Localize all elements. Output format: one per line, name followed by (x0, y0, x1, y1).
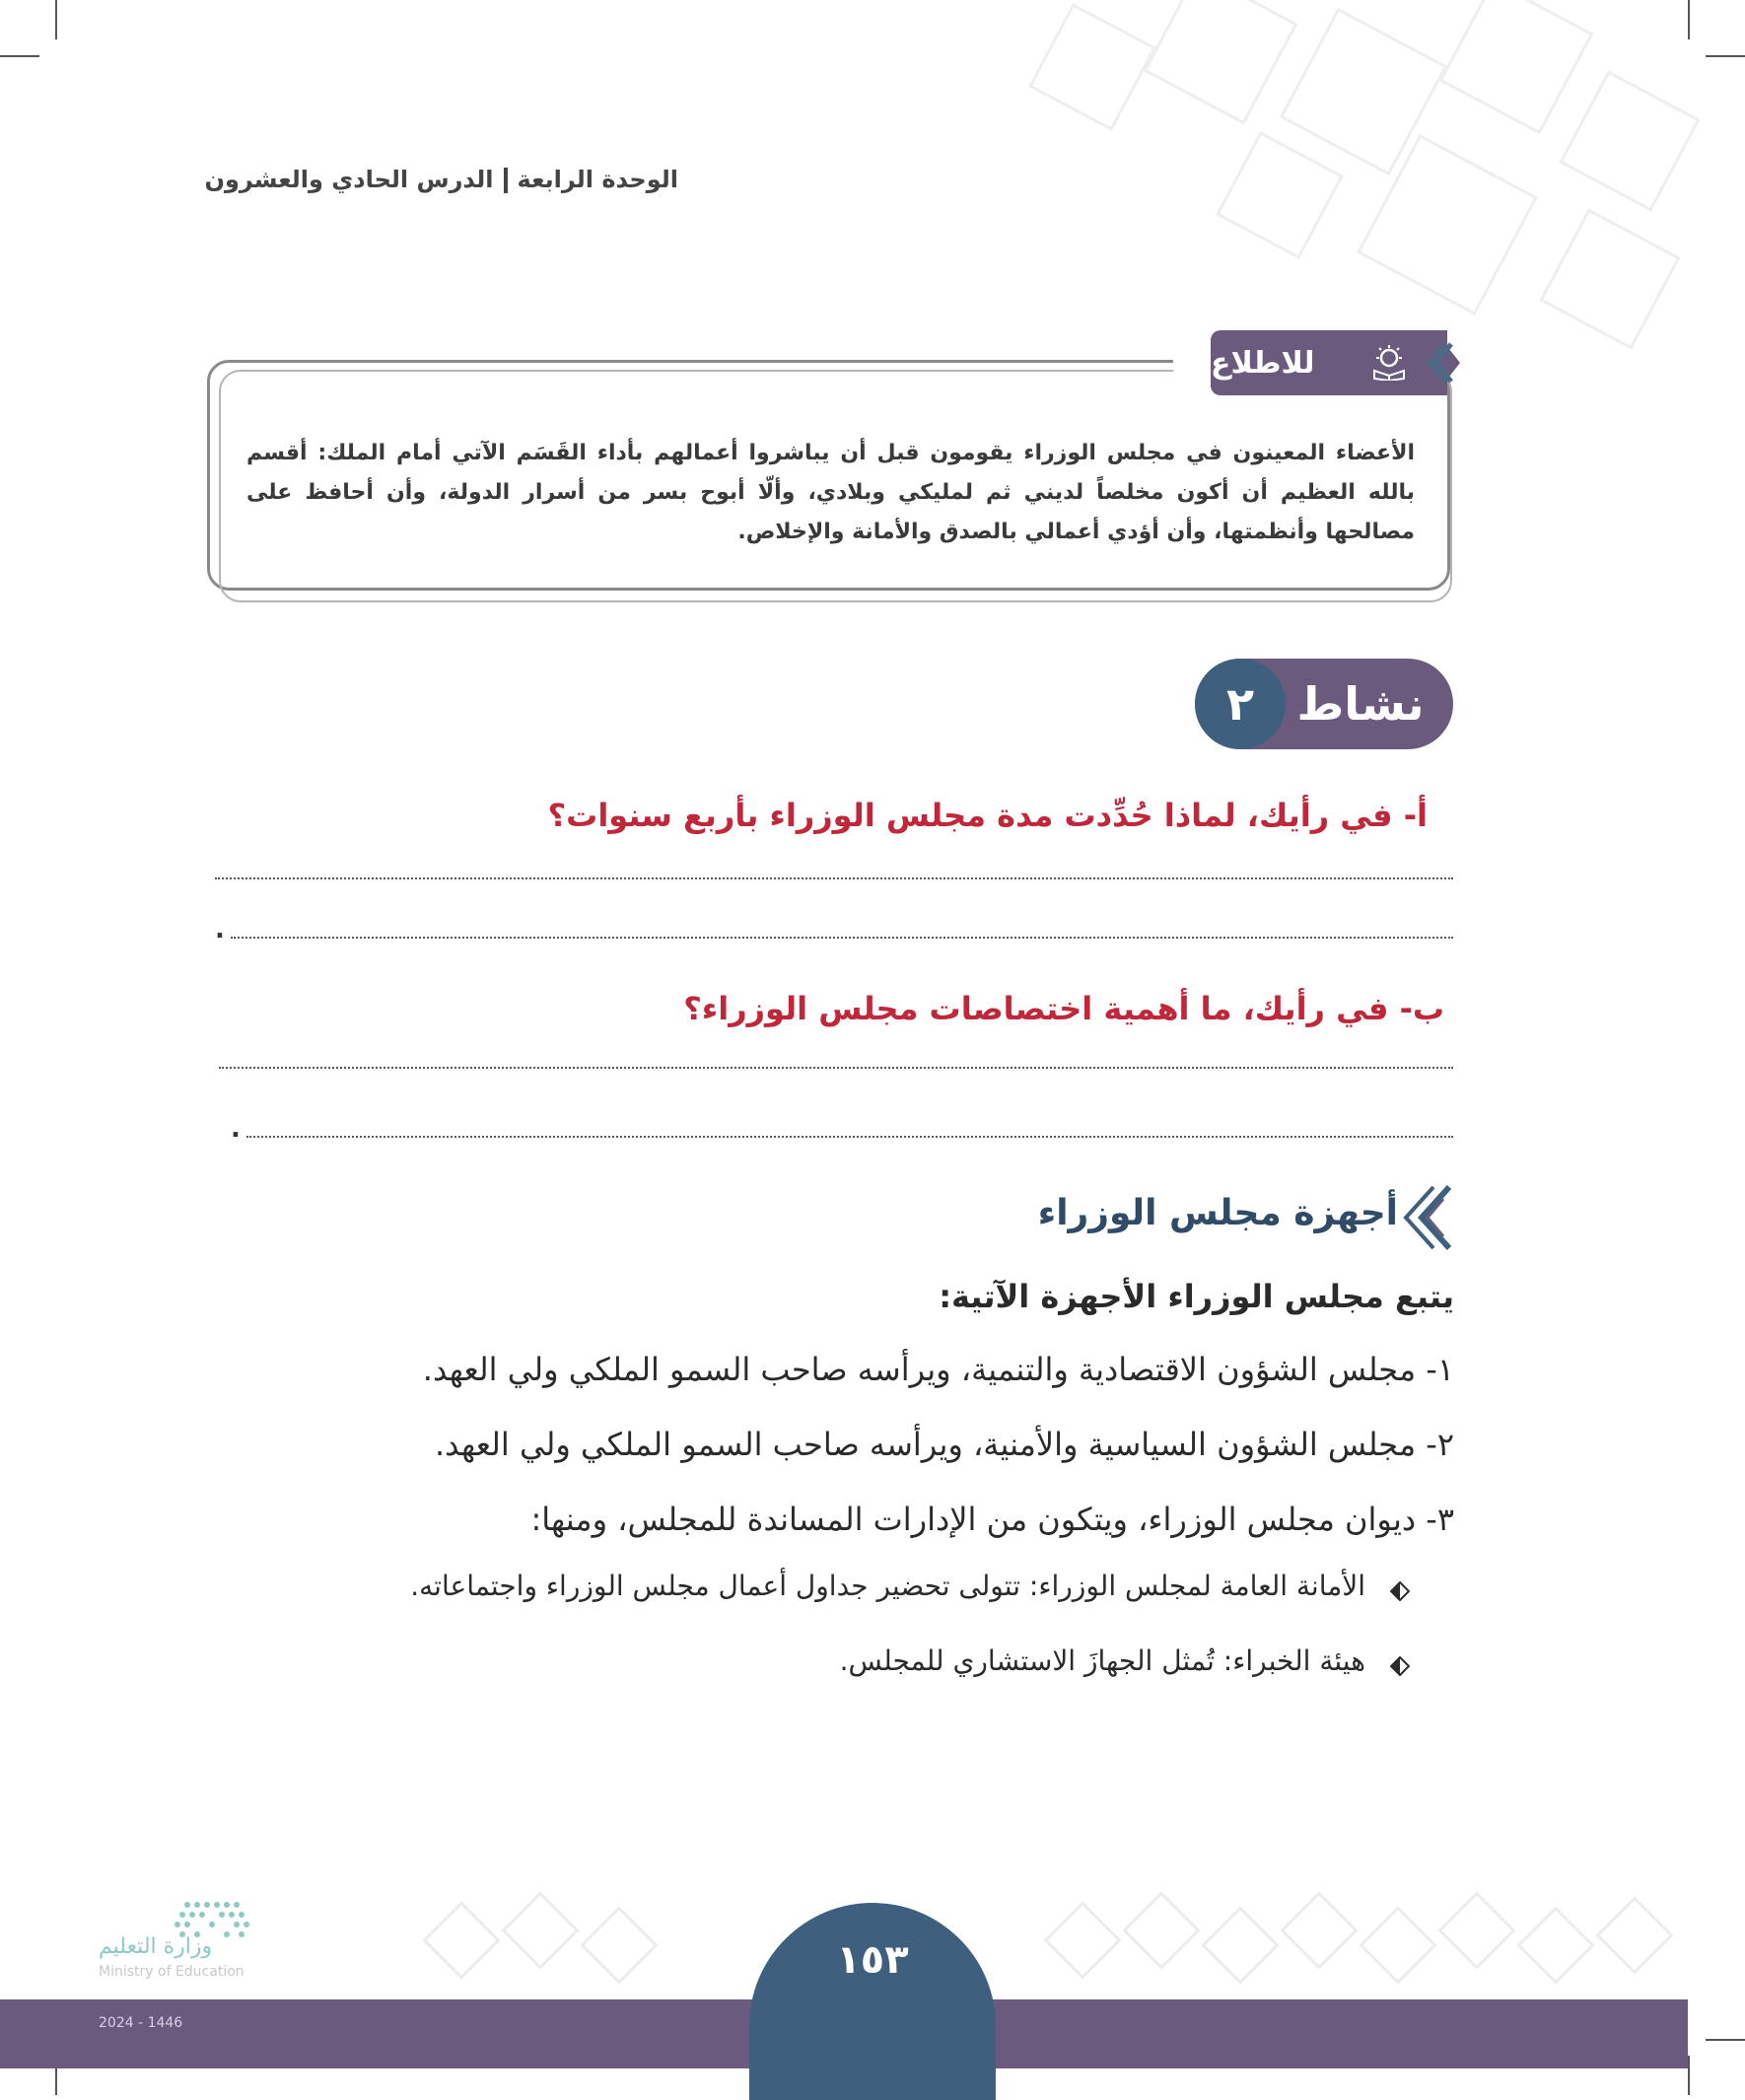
answer-end-mark: . (215, 915, 225, 945)
section-title: أجهزة مجلس الوزراء (1037, 1193, 1398, 1233)
info-box-text: الأعضاء المعينون في مجلس الوزراء يقومون قبل أن يباشروا أعمالهم بأداء القَسَم الآتي أمام الملك: أقسم بالله العظيم أن أكون مخلصاً لديني ثم لمليكي وبلادي، وألّا أبوح بسر من أسرار الدولة، وأن أحافظ على مصالحها وأنظمتها، وأن أؤدي أعمالي بالصدق والأمانة والإخلاص. (246, 441, 1415, 544)
list-item: ١- مجلس الشؤون الاقتصادية والتنمية، ويرأسه صاحب السمو الملكي ولي العهد. (422, 1351, 1454, 1388)
decor-shape (1122, 1891, 1200, 1969)
decor-shape (1043, 1901, 1121, 1979)
answer-end-mark: . (231, 1114, 241, 1144)
crop-mark (1706, 2039, 1745, 2041)
lightbulb-book-icon (1370, 343, 1408, 381)
list-item: ٢- مجلس الشؤون السياسية والأمنية، ويرأسه صاحب السمو الملكي ولي العهد. (434, 1426, 1454, 1463)
page-number: ١٥٣ (836, 1937, 909, 1983)
decor-shape (1439, 0, 1594, 134)
decor-shape (422, 1901, 500, 1979)
double-chevron-icon (1400, 1183, 1455, 1252)
answer-line[interactable] (215, 877, 1453, 879)
chevron-left-icon (1428, 340, 1455, 385)
crop-mark (1706, 55, 1745, 57)
ministry-name-en: Ministry of Education (99, 1964, 244, 1980)
info-box-tab-label: للاطلاع (1211, 345, 1315, 381)
decor-shape (1201, 1906, 1279, 1984)
page-number-tab (749, 1903, 996, 2100)
decor-shape (1437, 1891, 1515, 1969)
section-intro: يتبع مجلس الوزراء الأجهزة الآتية: (939, 1278, 1454, 1315)
question-b: ب- في رأيك، ما أهمية اختصاصات مجلس الوزراء؟ (683, 990, 1444, 1027)
answer-line[interactable] (219, 1067, 1453, 1069)
running-header (87, 166, 678, 193)
crop-mark (0, 55, 39, 57)
info-box-tab (1211, 330, 1447, 395)
header-separator (504, 168, 508, 193)
question-a: أ- في رأيك، لماذا حُدِّدت مدة مجلس الوزراء بأربع سنوات؟ (547, 797, 1428, 834)
list-item: ٣- ديوان مجلس الوزراء، ويتكون من الإدارات المساندة للمجلس، ومنها: (530, 1501, 1454, 1538)
crop-mark (55, 0, 57, 39)
decor-shape (501, 1891, 579, 1969)
decor-shape (1280, 1891, 1358, 1969)
decor-shape (1028, 3, 1156, 131)
decor-shape (1216, 131, 1344, 259)
ministry-name: وزارة التعليم (99, 1934, 213, 1959)
bullet-item: هيئة الخبراء: تُمثل الجهازَ الاستشاري للمجلس. (839, 1645, 1365, 1677)
decor-shape (580, 1906, 658, 1984)
header-unit: الوحدة الرابعة (517, 166, 678, 193)
ministry-year: 2024 - 1446 (99, 2015, 183, 2031)
decor-shape (1144, 0, 1298, 124)
header-lesson: الدرس الحادي والعشرون (204, 166, 494, 193)
activity-label: نشاط (1296, 677, 1425, 731)
bullet-icon (1390, 1656, 1410, 1676)
answer-line[interactable] (231, 937, 1453, 939)
decor-shape (1539, 208, 1680, 349)
crop-mark (1688, 2056, 1690, 2095)
activity-number: ٢ (1195, 659, 1286, 749)
crop-mark (1688, 0, 1690, 39)
decor-shape (1559, 70, 1700, 211)
answer-line[interactable] (246, 1136, 1453, 1138)
bullet-item: الأمانة العامة لمجلس الوزراء: تتولى تحضير جداول أعمال مجلس الوزراء واجتماعاته. (410, 1570, 1365, 1602)
decor-shape (1516, 1906, 1594, 1984)
decor-shape (1595, 1896, 1673, 1974)
decor-shape (1359, 1906, 1436, 1984)
bullet-icon (1390, 1581, 1410, 1601)
